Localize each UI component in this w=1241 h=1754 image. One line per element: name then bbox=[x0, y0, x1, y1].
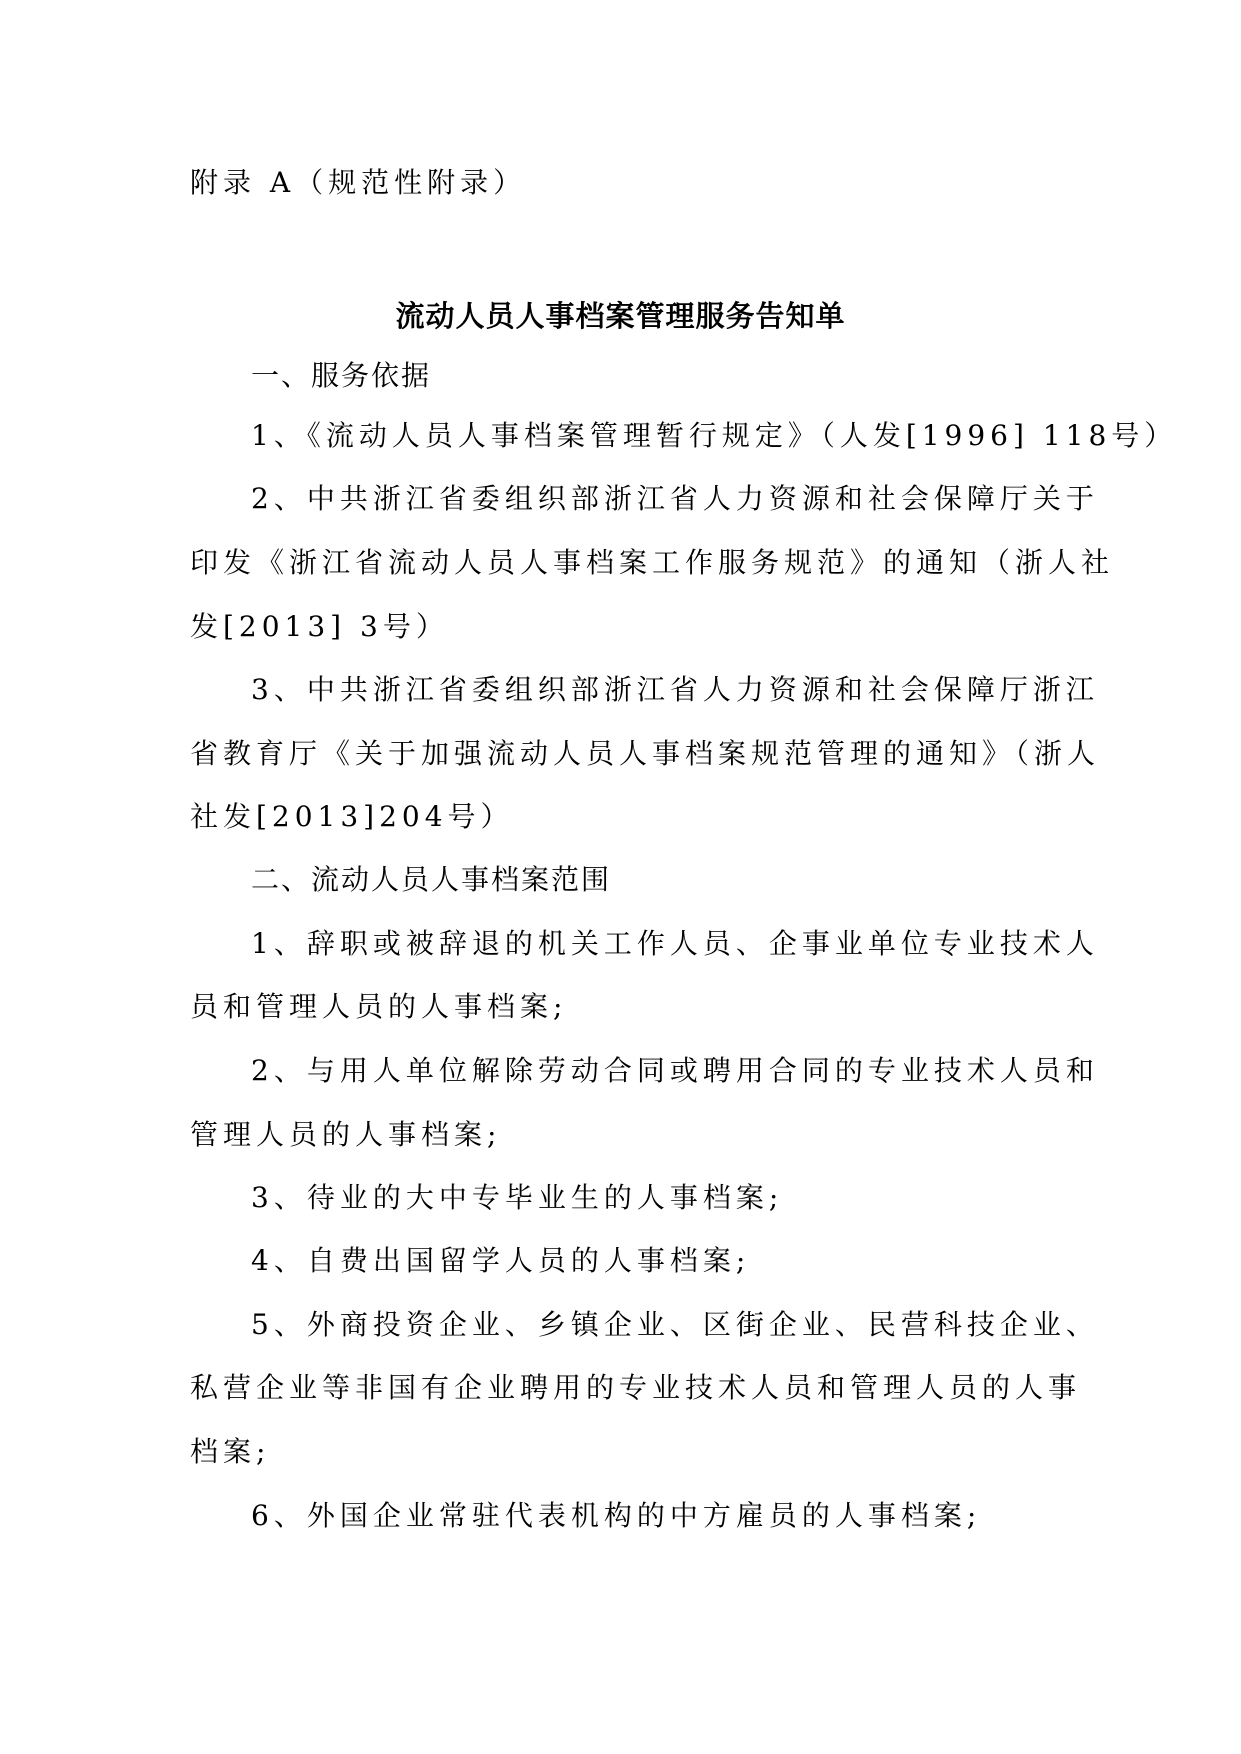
section-2-item-3-line-1: 3、待业的大中专毕业生的人事档案; bbox=[251, 1181, 784, 1214]
section-1-item-2-line-1: 2、中共浙江省委组织部浙江省人力资源和社会保障厅关于 bbox=[251, 482, 1099, 515]
section-2-heading: 二、流动人员人事档案范围 bbox=[251, 863, 612, 896]
section-1-item-3-line-1: 3、中共浙江省委组织部浙江省人力资源和社会保障厅浙江 bbox=[251, 673, 1099, 706]
section-1-item-2-line-3: 发[2013] 3号） bbox=[190, 610, 449, 643]
section-2-item-2-line-2: 管理人员的人事档案; bbox=[190, 1118, 502, 1151]
section-1-item-1-line-1: 1、《流动人员人事档案管理暂行规定》（人发[1996] 118号） bbox=[251, 419, 1178, 452]
section-1-item-3-line-2: 省教育厅《关于加强流动人员人事档案规范管理的通知》（浙人 bbox=[190, 737, 1101, 770]
section-2-item-4-line-1: 4、自费出国留学人员的人事档案; bbox=[251, 1244, 751, 1277]
section-2-item-5-line-2: 私营企业等非国有企业聘用的专业技术人员和管理人员的人事 bbox=[190, 1371, 1082, 1404]
section-2-item-5-line-3: 档案; bbox=[190, 1435, 271, 1468]
section-2-item-2-line-1: 2、与用人单位解除劳动合同或聘用合同的专业技术人员和 bbox=[251, 1054, 1099, 1087]
section-2-item-6-line-1: 6、外国企业常驻代表机构的中方雇员的人事档案; bbox=[251, 1499, 982, 1532]
section-1-item-2-line-2: 印发《浙江省流动人员人事档案工作服务规范》的通知（浙人社 bbox=[190, 546, 1115, 579]
section-1-heading: 一、服务依据 bbox=[251, 359, 432, 392]
section-2-item-1-line-1: 1、辞职或被辞退的机关工作人员、企事业单位专业技术人 bbox=[251, 927, 1099, 960]
section-1-item-3-line-3: 社发[2013]204号） bbox=[190, 800, 514, 833]
document-title: 流动人员人事档案管理服务告知单 bbox=[395, 299, 846, 333]
section-2-item-5-line-1: 5、外商投资企业、乡镇企业、区街企业、民营科技企业、 bbox=[251, 1308, 1099, 1341]
appendix-label: 附录 A（规范性附录） bbox=[190, 166, 527, 199]
section-2-item-1-line-2: 员和管理人员的人事档案; bbox=[190, 990, 568, 1023]
